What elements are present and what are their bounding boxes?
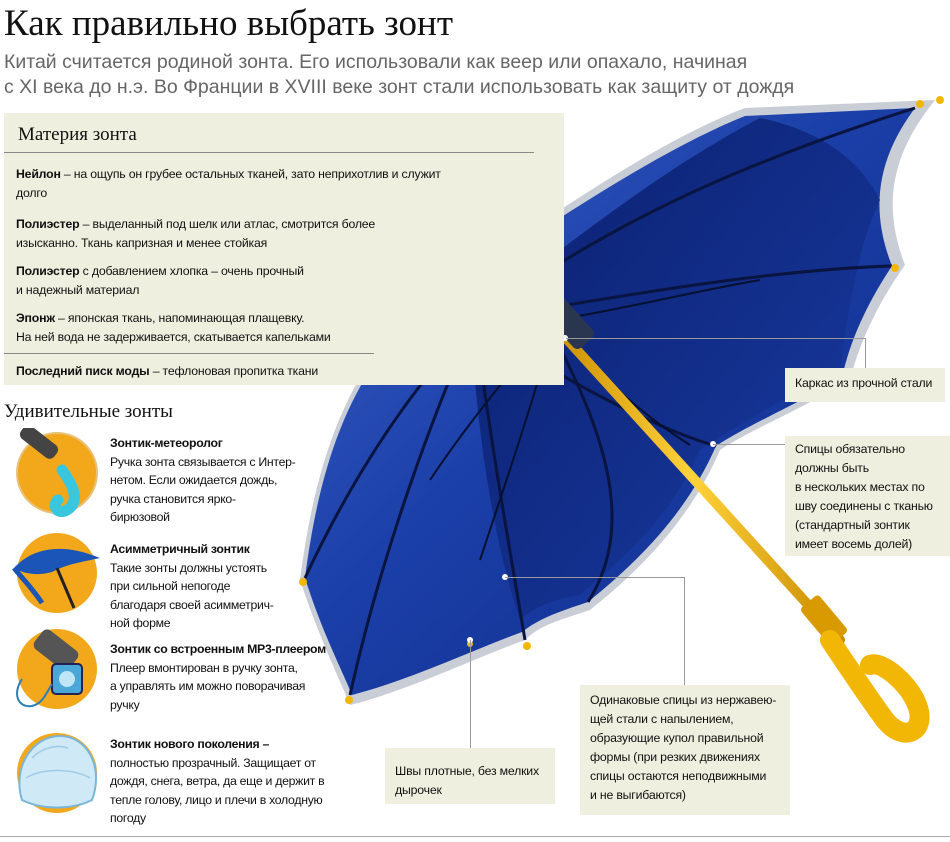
bubble-umbrella-icon — [12, 728, 102, 818]
amazing-item-weather: Зонтик-метеоролог Ручка зонта связывается с Интер- нетом. Если ожидается дождь, ручка становится ярко- бирюзовой — [110, 436, 296, 525]
amazing-item-asymmetric: Асимметричный зонтик Такие зонты должны устоять при сильной непогоде благодаря своей асимметрич- ной форме — [110, 542, 274, 631]
page-title: Как правильно выбрать зонт — [4, 3, 454, 44]
intro-line-1: Китай считается родиной зонта. Его использовали как веер или опахало, начиная — [4, 51, 748, 73]
amazing-heading: Удивительные зонты — [4, 401, 173, 422]
leader-line — [713, 444, 785, 445]
amazing-item-mp3: Зонтик со встроенным MP3-плеером Плеер вмонтирован в ручку зонта, а управлять им можно поворачивая ручку — [110, 642, 326, 712]
material-item: Последний писк моды – тефлоновая пропитка ткани — [16, 364, 319, 378]
material-heading: Материя зонта — [18, 124, 137, 145]
callout-frame: Каркас из прочной стали — [785, 368, 945, 402]
divider — [4, 152, 534, 153]
leader-line — [470, 640, 471, 748]
material-item: Эпонж – японская ткань, напоминающая плащевку. На ней вода не задерживается, скатывается капельками — [16, 311, 331, 344]
material-item: Нейлон – на ощупь он грубее остальных тканей, зато неприхотлив и служит долго — [16, 167, 441, 200]
material-item: Полиэстер – выделанный под шелк или атлас, смотрится более изысканно. Ткань капризная и менее стойкая — [16, 217, 376, 250]
divider — [4, 353, 374, 354]
material-panel — [4, 113, 564, 385]
intro-line-2: с XI века до н.э. Во Франции в XVIII веке зонт стали использовать как защиту от дождя — [4, 76, 795, 98]
leader-line — [684, 577, 685, 685]
amazing-item-bubble: Зонтик нового поколения – полностью прозрачный. Защищает от дождя, снега, ветра, да еще и держит в тепле голову, лицо и плечи в холодную погоду — [110, 737, 325, 826]
divider — [0, 836, 950, 837]
material-item: Полиэстер с добавлением хлопка – очень прочный и надежный материал — [16, 264, 304, 297]
weather-umbrella-handle-icon — [12, 428, 102, 518]
leader-line — [566, 338, 866, 339]
intro-text — [4, 50, 794, 100]
callout-spokes: Спицы обязательно должны быть в нескольких местах по шву соединены с тканью (стандартный зонтик имеет восемь долей) — [785, 436, 950, 556]
callout-stainless: Одинаковые спицы из нержавею- щей стали с напылением, образующие купол правильной формы (при резких движениях спицы остаются неподвижными и не выгибаются) — [580, 685, 790, 815]
callout-seams: Швы плотные, без мелких дырочек — [385, 748, 555, 804]
mp3-player-handle-icon — [12, 624, 102, 714]
asymmetric-umbrella-icon — [12, 528, 102, 618]
leader-line — [865, 338, 866, 368]
umbrella-handle — [830, 640, 920, 733]
leader-line — [505, 577, 685, 578]
